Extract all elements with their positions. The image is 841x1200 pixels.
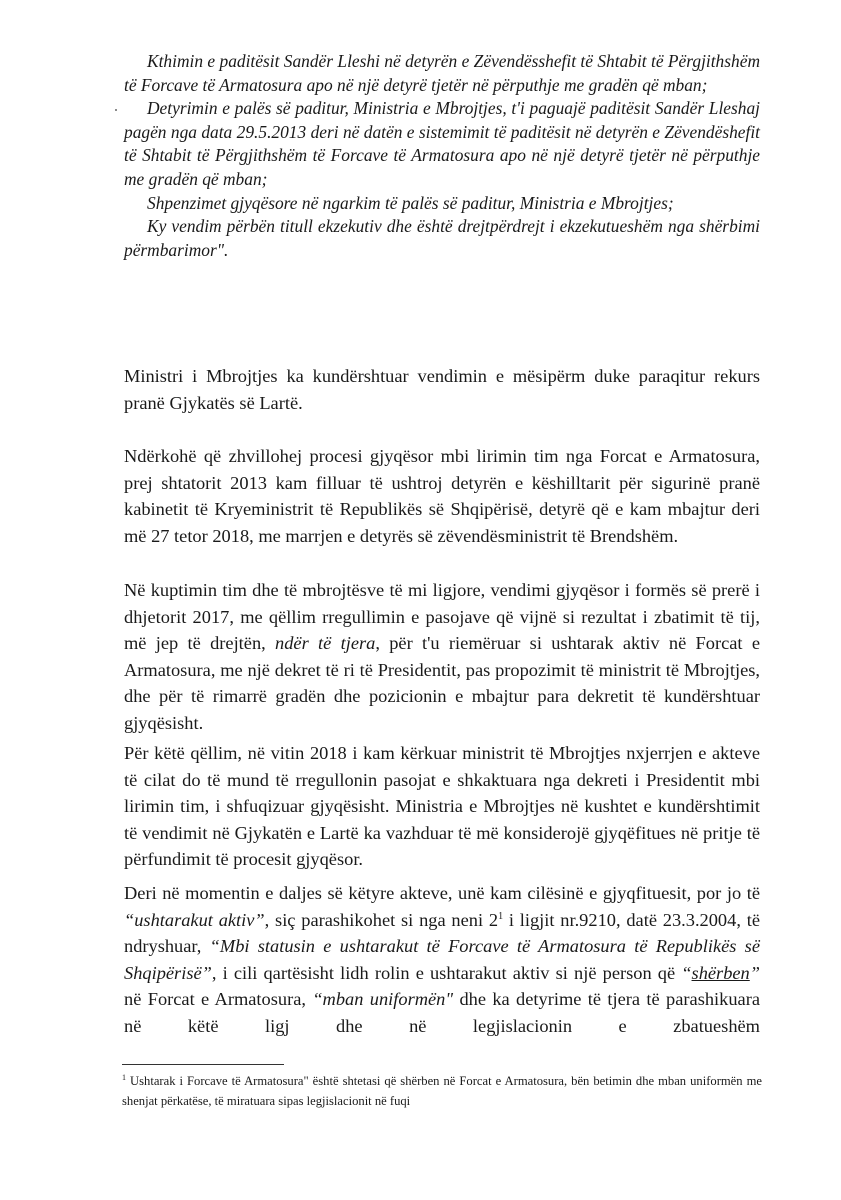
footnote-text [122,1072,762,1111]
list-item-4: Ky vendim përbën titull ekzekutiv dhe është drejtpërdrejt i ekzekutueshëm nga shërbimi përmbarimor". [124,216,760,260]
paragraph-3-part: , për t'u riemëruar si ushtarak aktiv në Forcat e Armatosura, me një dekret të ri të Presidentit, pas propozimit të ministrit të Mbrojtjes, dhe për të rimarrë gradën dhe pozicionin e mbajtur para dekretit të kundërshtuar gjyqësisht. [124,633,760,733]
footnote-marker: 1 [122,1072,126,1082]
paragraph-2 [124,443,760,549]
paragraph-5-emphasis: “mban uniformën" [312,989,454,1009]
footnote [122,1072,762,1111]
paragraph-3 [124,577,760,736]
quote-mark: ” [749,962,760,983]
list-item-3: Shpenzimet gjyqësore në ngarkim të palës së paditur, Ministria e Mbrojtjes; [147,192,674,213]
paragraph-4 [124,740,760,873]
paragraph-5-emphasis: “ushtarakut aktiv” [124,909,265,930]
paragraph-5-part: i ligjit nr.9210, datë 23.3.2004, të ndryshuar, [124,909,760,956]
footnote-reference: 1 [498,910,504,922]
paragraph-3-emphasis: ndër të tjera [275,633,376,653]
paragraph-2-text: Ndërkohë që zhvillohej procesi gjyqësor mbi lirimin tim nga Forcat e Armatosura, prej shtatorit 2013 kam filluar të ushtroj detyrën e këshilltarit për sigurinë pranë kabinetit të Kryeministrit të Republikës së Shqipërisë, detyrë që e kam mbajtur deri më 27 tetor 2018, me marrjen e detyrës së zëvendësministrit të Brendshëm. [124,446,760,546]
paragraph-4-text: Për këtë qëllim, në vitin 2018 i kam kërkuar ministrit të Mbrojtjes nxjerrjen e akteve të cilat do të mund të rregullonin pasojat e shkaktuara nga dekreti i Presidentit mbi lirimin tim, i shfuqizuar gjyqësisht. Ministria e Mbrojtjes në kushtet e kundërshtimit të vendimit në Gjykatën e Lartë ka vazhduar të më konsiderojë gjyqëfitues në pritje të përfundimit të procesit gjyqësor. [124,743,760,869]
paragraph-5-part: Deri në momentin e daljes së këtyre akteve, unë kam cilësinë e gjyqfituesit, por jo të [124,883,760,903]
paragraph-5-part: , siç parashikohet si nga neni 2 [264,909,499,930]
paragraph-5-text [124,880,760,1039]
paragraph-1-text: Ministri i Mbrojtjes ka kundërshtuar vendimin e mësipërm duke paraqitur rekurs pranë Gjykatës së Lartë. [124,366,760,413]
paragraph-3-text [124,577,760,736]
paragraph-5 [124,880,760,1039]
list-item-2: Detyrimin e palës së paditur, Ministria e Mbrojtjes, t'i paguajë paditësit Sandër Lleshaj pagën nga data 29.5.2013 deri në datën e sistemimit të paditësit në detyrën e Zëvendëshefit të Shtabit të Përgjithshëm të Forcave të Armatosura apo në një detyrë tjetër në përputhje me gradën që mban; [124,98,760,189]
scan-speck [115,109,117,111]
list-item-1: Kthimin e paditësit Sandër Lleshi në detyrën e Zëvendësshefit të Shtabit të Përgjithshëm të Forcave të Armatosura apo në një detyrë tjetër në përputhje me gradën që mban; [124,51,760,95]
paragraph-5-part: në Forcat e Armatosura, [124,989,313,1009]
underlined-emphasis: shërben [691,962,750,983]
quote-mark: “ [681,962,692,983]
paragraph-3-part: Në kuptimin tim dhe të mbrojtësve të mi ligjore, vendimi gjyqësor i formës së prerë i dhjetorit 2017, me qëllim rregullimin e pasojave që vijnë si rezultat i zbatimit të tij, më jep të drejtën, [124,580,760,653]
paragraph-1 [124,363,760,416]
paragraph-5-part: dhe ka detyrime të tjera të parashikuara në këtë ligj dhe në legjislacionin e zbatueshëm [124,989,760,1036]
law-title-emphasis: “Mbi statusin e ushtarakut të Forcave të Armatosura të Republikës së Shqipërisë” [124,936,760,983]
footnote-divider [122,1064,284,1065]
paragraph-5-part: , i cili qartësisht lidh rolin e ushtarakut aktiv si një person që [211,962,682,983]
footnote-body: Ushtarak i Forcave të Armatosura" është shtetasi që shërben në Forcat e Armatosura, bën betimin dhe mban uniformën me shenjat përkatëse, të miratuara sipas legjislacionit në fuqi [122,1074,762,1108]
quoted-decision-list [124,50,760,262]
